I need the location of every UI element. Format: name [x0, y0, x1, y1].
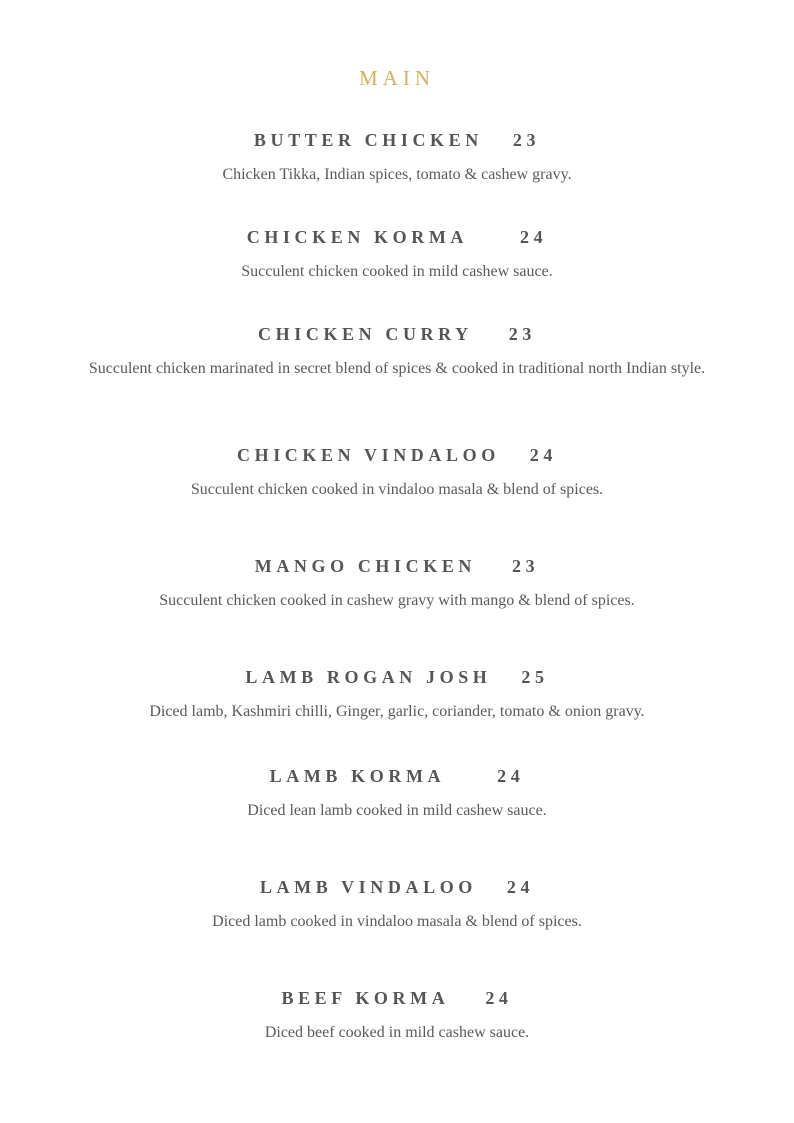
menu-item-description: Succulent chicken cooked in vindaloo masala & blend of spices.: [190, 481, 604, 498]
menu-item-heading: [0, 986, 794, 1010]
menu-item-description: Diced lean lamb cooked in mild cashew sauce.: [247, 802, 547, 819]
menu-item-mango-chicken: [0, 554, 794, 612]
menu-item-name: BUTTER CHICKEN: [253, 130, 483, 150]
menu-item-description: Chicken Tikka, Indian spices, tomato & cashew gravy.: [222, 166, 572, 183]
menu-item-description: Diced beef cooked in mild cashew sauce.: [264, 1024, 530, 1041]
menu-item-heading: [0, 443, 794, 467]
menu-item-price: 24: [520, 227, 548, 247]
menu-item-heading: [0, 322, 794, 346]
menu-item-description: Succulent chicken marinated in secret blend of spices & cooked in traditional north Indian style.: [88, 360, 706, 377]
menu-item-price: 24: [529, 445, 557, 465]
menu-item-price: 24: [485, 988, 513, 1008]
menu-item-name: CHICKEN VINDALOO: [237, 445, 500, 465]
menu-item-beef-korma: [0, 986, 794, 1044]
menu-item-price: 24: [506, 877, 535, 897]
menu-item-butter-chicken: [0, 128, 794, 186]
menu-item-lamb-rogan-josh: [0, 665, 794, 723]
menu-item-name: MANGO CHICKEN: [254, 556, 477, 576]
menu-item-chicken-vindaloo: [0, 443, 794, 501]
menu-item-price: 24: [497, 766, 525, 786]
menu-item-price: 23: [508, 324, 536, 344]
menu-item-description: Diced lamb cooked in vindaloo masala & blend of spices.: [212, 913, 582, 930]
menu-item-name: CHICKEN CURRY: [258, 324, 473, 344]
menu-item-price: 23: [512, 130, 541, 150]
menu-item-heading: [0, 875, 794, 899]
menu-item-chicken-curry: [0, 322, 794, 380]
menu-item-name: LAMB ROGAN JOSH: [245, 667, 492, 687]
menu-item-description: Diced lamb, Kashmiri chilli, Ginger, garlic, coriander, tomato & onion gravy.: [149, 703, 645, 720]
menu-item-description: Succulent chicken cooked in cashew gravy with mango & blend of spices.: [159, 592, 635, 609]
menu-item-heading: [0, 554, 794, 578]
section-title: MAIN: [359, 66, 435, 90]
menu-item-description: Succulent chicken cooked in mild cashew sauce.: [241, 263, 553, 280]
menu-item-heading: [0, 128, 794, 152]
menu-item-name: LAMB VINDALOO: [259, 877, 477, 897]
menu-item-price: 25: [521, 667, 549, 687]
menu-item-heading: [0, 665, 794, 689]
menu-item-heading: [0, 225, 794, 249]
menu-item-price: 23: [512, 556, 540, 576]
menu-item-heading: [0, 764, 794, 788]
menu-item-name: CHICKEN KORMA: [246, 227, 469, 247]
menu-item-chicken-korma: [0, 225, 794, 283]
menu-item-lamb-korma: [0, 764, 794, 822]
menu-item-lamb-vindaloo: [0, 875, 794, 933]
menu-item-name: BEEF KORMA: [281, 988, 450, 1008]
menu-item-name: LAMB KORMA: [269, 766, 446, 786]
